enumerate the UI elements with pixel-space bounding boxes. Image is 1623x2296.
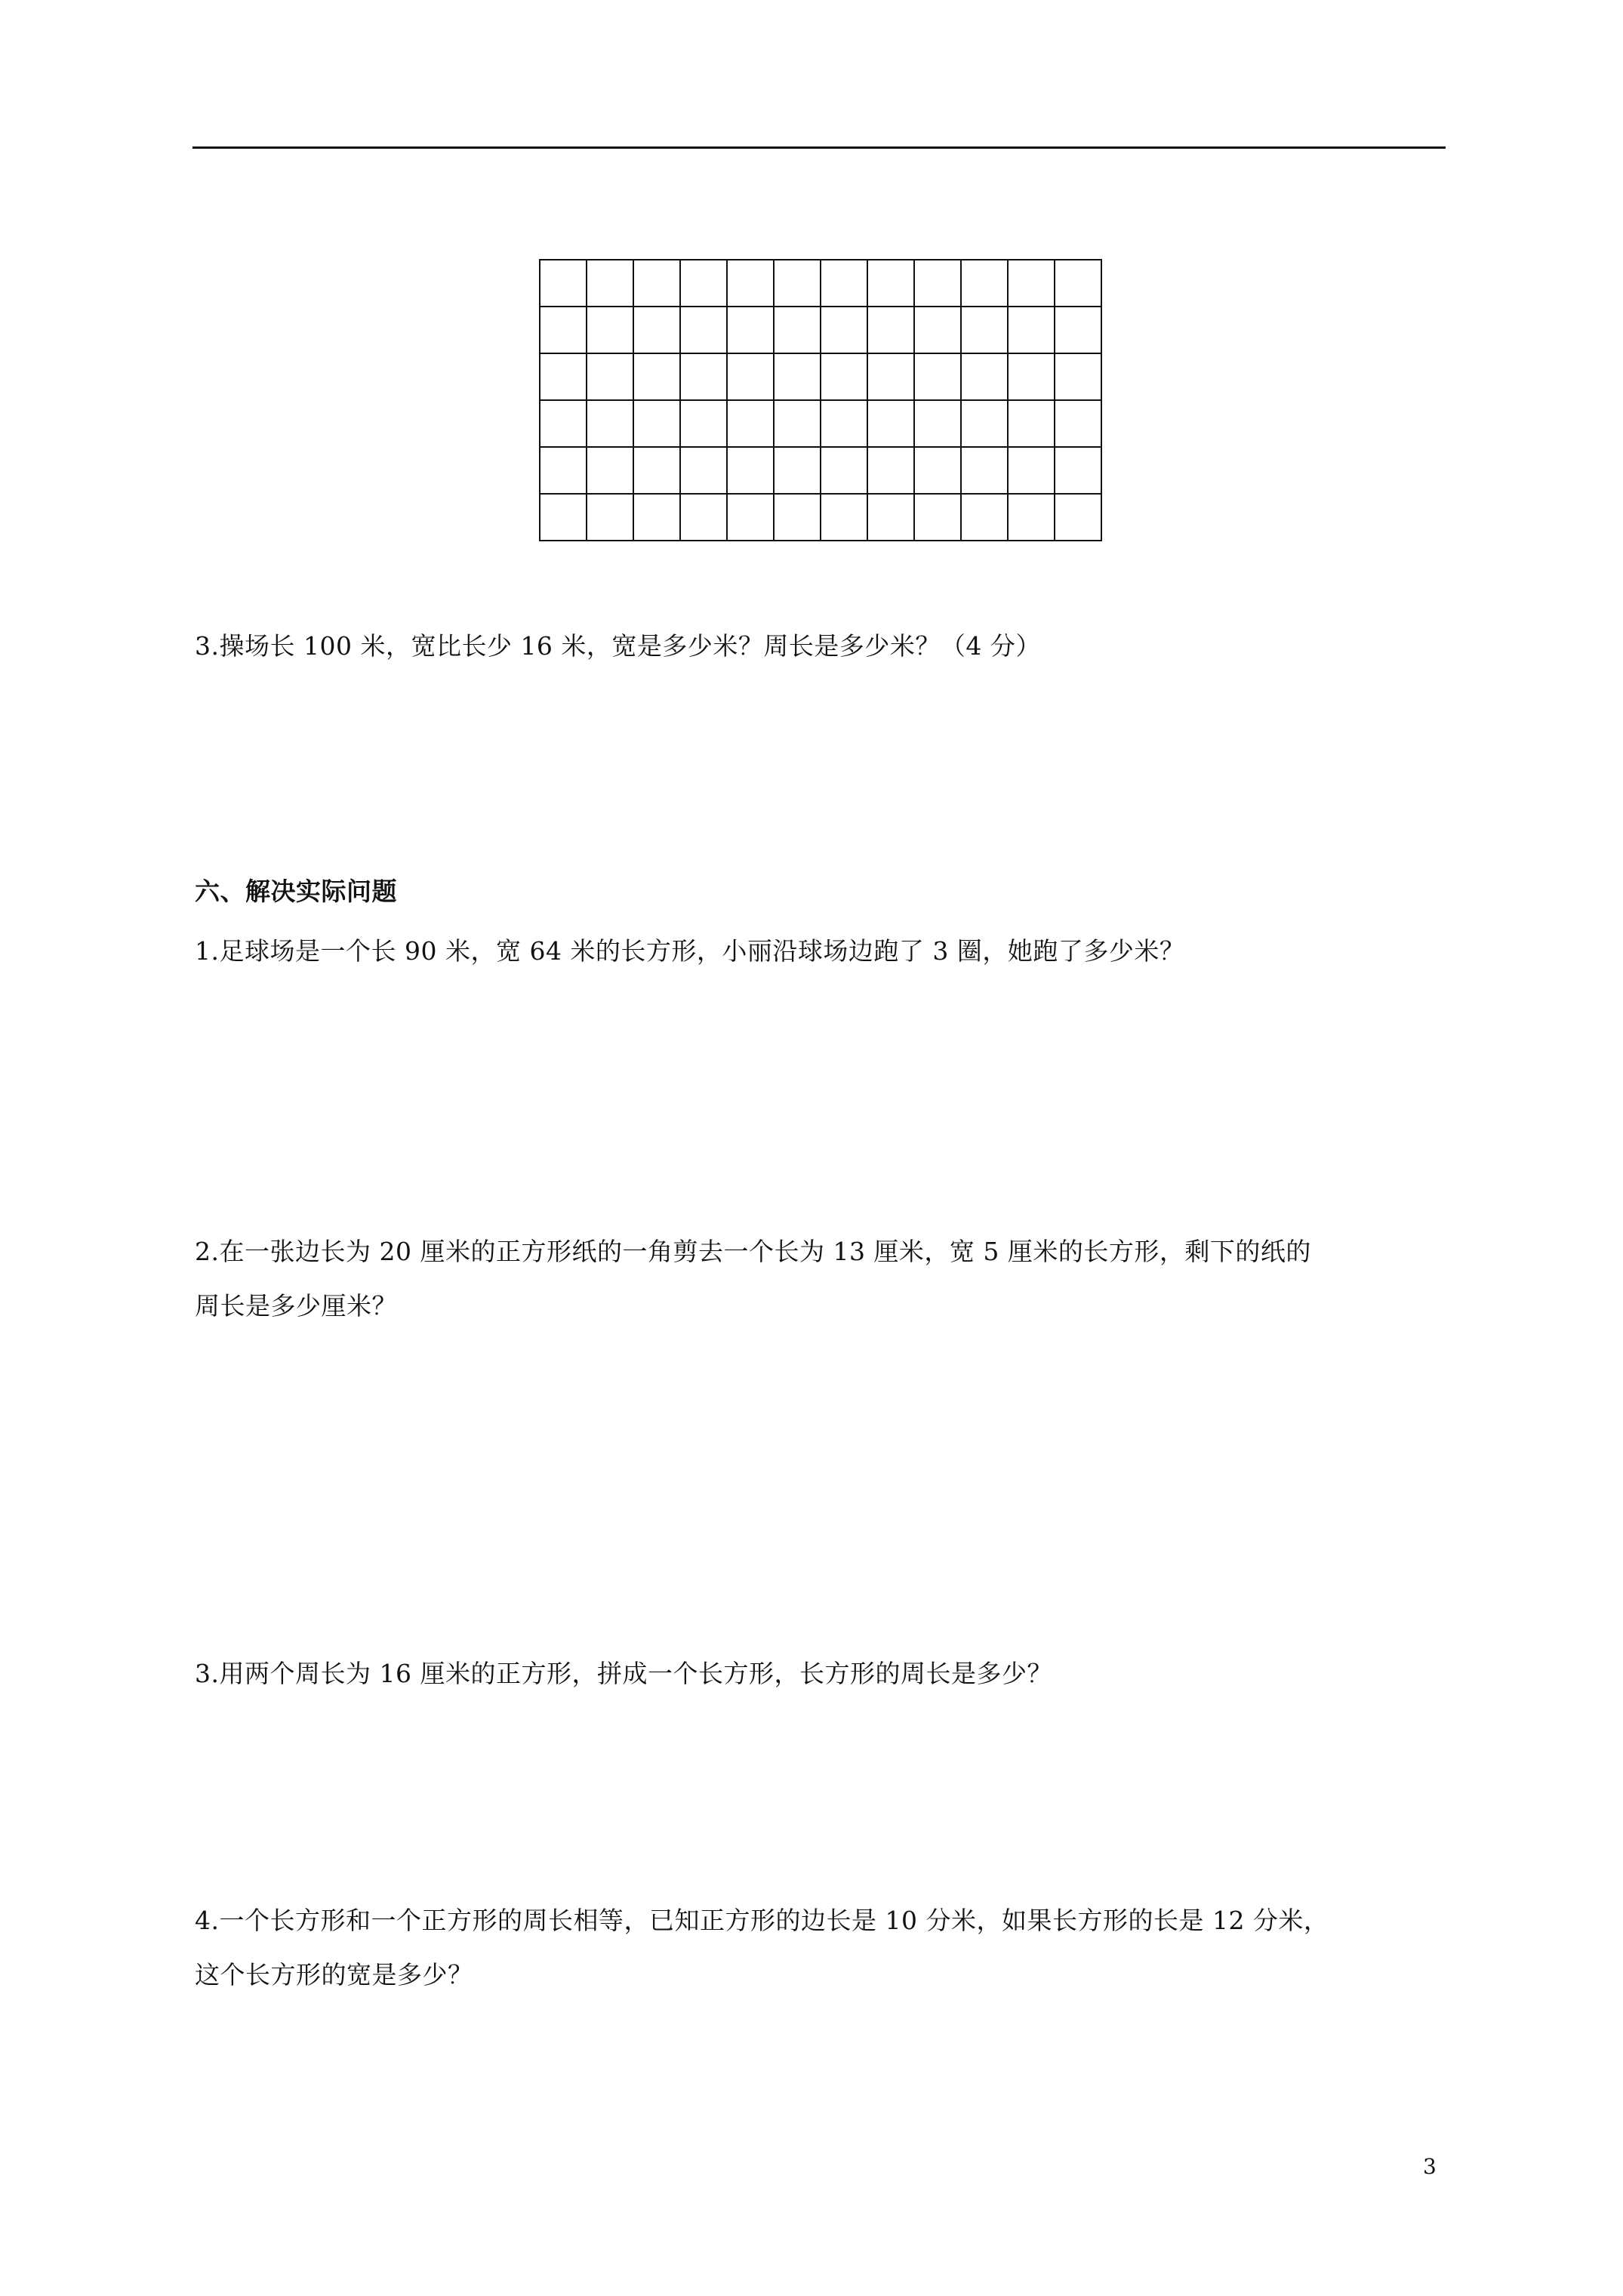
grid-cell: [1008, 400, 1055, 447]
grid-cell: [1055, 307, 1101, 353]
grid-cell: [821, 494, 867, 541]
grid-cell: [1008, 307, 1055, 353]
question-6-2-line-1: 2.在一张边长为 20 厘米的正方形纸的一角剪去一个长为 13 厘米，宽 5 厘米的长方形，剩下的纸的: [195, 1237, 1311, 1266]
grid-cell: [727, 353, 774, 400]
grid-cell: [540, 400, 587, 447]
grid-cell: [633, 307, 680, 353]
grid-cell: [1055, 447, 1101, 494]
grid-cell: [540, 307, 587, 353]
grid-cell: [774, 447, 821, 494]
grid-cell: [587, 353, 633, 400]
grid-cell: [633, 400, 680, 447]
grid-cell: [1008, 494, 1055, 541]
grid-cell: [727, 260, 774, 307]
grid-cell: [633, 260, 680, 307]
grid-cell: [961, 447, 1008, 494]
grid-cell: [961, 307, 1008, 353]
grid-cell: [587, 447, 633, 494]
grid-cell: [540, 447, 587, 494]
grid-cell: [1008, 260, 1055, 307]
grid-cell: [867, 400, 914, 447]
question-5-3: 3.操场长 100 米，宽比长少 16 米，宽是多少米？周长是多少米？（4 分）: [195, 631, 1041, 661]
grid-cell: [587, 494, 633, 541]
grid-cell: [680, 400, 727, 447]
grid-cell: [914, 400, 961, 447]
grid-cell: [1055, 353, 1101, 400]
grid-cell: [680, 494, 727, 541]
grid-cell: [587, 400, 633, 447]
grid-cell: [914, 260, 961, 307]
grid-cell: [1055, 260, 1101, 307]
grid-cell: [961, 353, 1008, 400]
grid-cell: [727, 447, 774, 494]
question-6-4-line-2: 这个长方形的宽是多少？: [195, 1960, 473, 1989]
grid-cell: [774, 307, 821, 353]
question-6-3: 3.用两个周长为 16 厘米的正方形，拼成一个长方形，长方形的周长是多少？: [195, 1659, 1052, 1688]
grid-cell: [914, 494, 961, 541]
grid-cell: [1008, 447, 1055, 494]
question-6-2-line-2: 周长是多少厘米？: [195, 1291, 397, 1321]
grid-cell: [867, 260, 914, 307]
square-grid: [538, 258, 1104, 548]
grid-cell: [633, 447, 680, 494]
grid-cell: [680, 353, 727, 400]
grid-cell: [914, 447, 961, 494]
grid-cell: [540, 353, 587, 400]
grid-cell: [727, 307, 774, 353]
grid-cell: [961, 494, 1008, 541]
section-6-title: 六、解决实际问题: [195, 877, 397, 906]
grid-cell: [540, 260, 587, 307]
grid-cell: [680, 447, 727, 494]
grid-cell: [680, 307, 727, 353]
grid-cell: [680, 260, 727, 307]
grid-cell: [961, 400, 1008, 447]
grid-cell: [587, 260, 633, 307]
grid-cell: [914, 353, 961, 400]
grid-cell: [867, 494, 914, 541]
grid-cell: [867, 353, 914, 400]
grid-cell: [821, 260, 867, 307]
grid-cell: [633, 494, 680, 541]
grid-cell: [821, 353, 867, 400]
question-6-4-line-1: 4.一个长方形和一个正方形的周长相等，已知正方形的边长是 10 分米，如果长方形的长是 12 分米，: [195, 1906, 1329, 1935]
grid-cell: [1055, 400, 1101, 447]
grid-cell: [1055, 494, 1101, 541]
grid-cell: [774, 260, 821, 307]
grid-cell: [540, 494, 587, 541]
grid-cell: [914, 307, 961, 353]
grid-cell: [867, 447, 914, 494]
grid-cell: [774, 353, 821, 400]
grid-cell: [821, 447, 867, 494]
grid-cell: [774, 400, 821, 447]
grid-cell: [727, 400, 774, 447]
header-rule: [192, 146, 1446, 149]
grid-cell: [867, 307, 914, 353]
grid-cell: [774, 494, 821, 541]
grid-cell: [727, 494, 774, 541]
grid-cell: [1008, 353, 1055, 400]
grid-cell: [821, 307, 867, 353]
grid-cell: [587, 307, 633, 353]
grid-cell: [633, 353, 680, 400]
page-number: 3: [1423, 2154, 1437, 2179]
grid-cell: [961, 260, 1008, 307]
grid-cell: [821, 400, 867, 447]
question-6-1: 1.足球场是一个长 90 米，宽 64 米的长方形，小丽沿球场边跑了 3 圈，她跑了多少米？: [195, 936, 1185, 966]
